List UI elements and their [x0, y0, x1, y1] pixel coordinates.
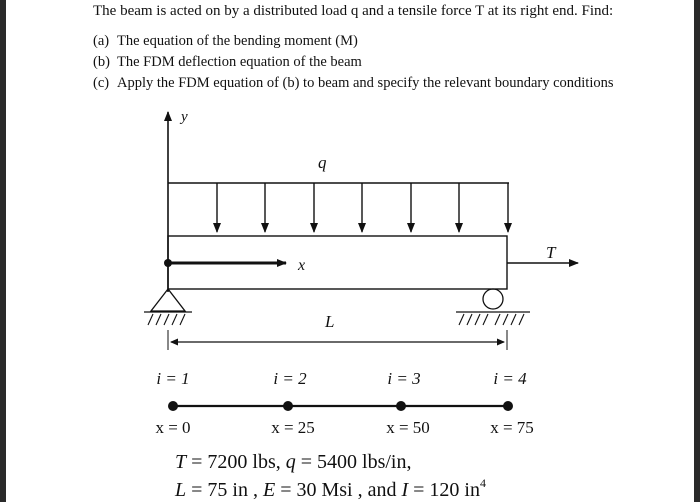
node-index-label: i = 3: [387, 369, 421, 388]
given-q-value: = 5400 lbs/in,: [295, 451, 412, 473]
node-index-label: i = 4: [493, 369, 527, 388]
fdm-node: [503, 401, 513, 411]
roller-support: [456, 289, 530, 325]
node-position-label: x = 0: [155, 418, 191, 437]
given-values-line-2: [175, 476, 486, 502]
given-q-symbol: q: [285, 451, 296, 473]
given-L-symbol: L: [175, 479, 187, 501]
part-c-label: (c): [93, 75, 110, 91]
length-label: L: [325, 312, 335, 331]
y-axis-label: y: [181, 109, 188, 125]
force-label: T: [546, 243, 556, 262]
load-label: q: [318, 153, 327, 172]
node-index-label: i = 2: [273, 369, 307, 388]
node-index-label: i = 1: [156, 369, 190, 388]
given-T-value: = 7200 lbs,: [186, 451, 286, 473]
problem-intro: The beam is acted on by a distributed load q and a tensile force T at its right end. Find:: [93, 3, 614, 19]
part-b-text: The FDM deflection equation of the beam: [117, 54, 362, 70]
pin-support: [144, 289, 192, 325]
fdm-node: [396, 401, 406, 411]
node-position-label: x = 50: [386, 418, 430, 437]
fdm-node: [168, 401, 178, 411]
part-a-label: (a): [93, 33, 110, 49]
given-L-value: = 75 in ,: [186, 479, 263, 501]
given-E-value: = 30 Msi , and: [275, 479, 402, 501]
part-b-label: (b): [93, 54, 110, 70]
part-a-text: The equation of the bending moment (M): [117, 33, 358, 49]
given-T-symbol: T: [175, 451, 187, 473]
node-position-label: x = 75: [490, 418, 534, 437]
given-E-symbol: E: [262, 479, 276, 501]
given-I-symbol: I: [401, 479, 409, 501]
given-values-line-1: [175, 451, 411, 474]
part-c-text: Apply the FDM equation of (b) to beam and specify the relevant boundary conditions: [117, 75, 614, 91]
fdm-node: [283, 401, 293, 411]
given-I-value: = 120 in: [408, 479, 480, 501]
distributed-load: [168, 183, 509, 232]
x-axis-label: x: [298, 257, 306, 274]
node-position-label: x = 25: [271, 418, 315, 437]
given-I-exponent: 4: [479, 476, 486, 490]
